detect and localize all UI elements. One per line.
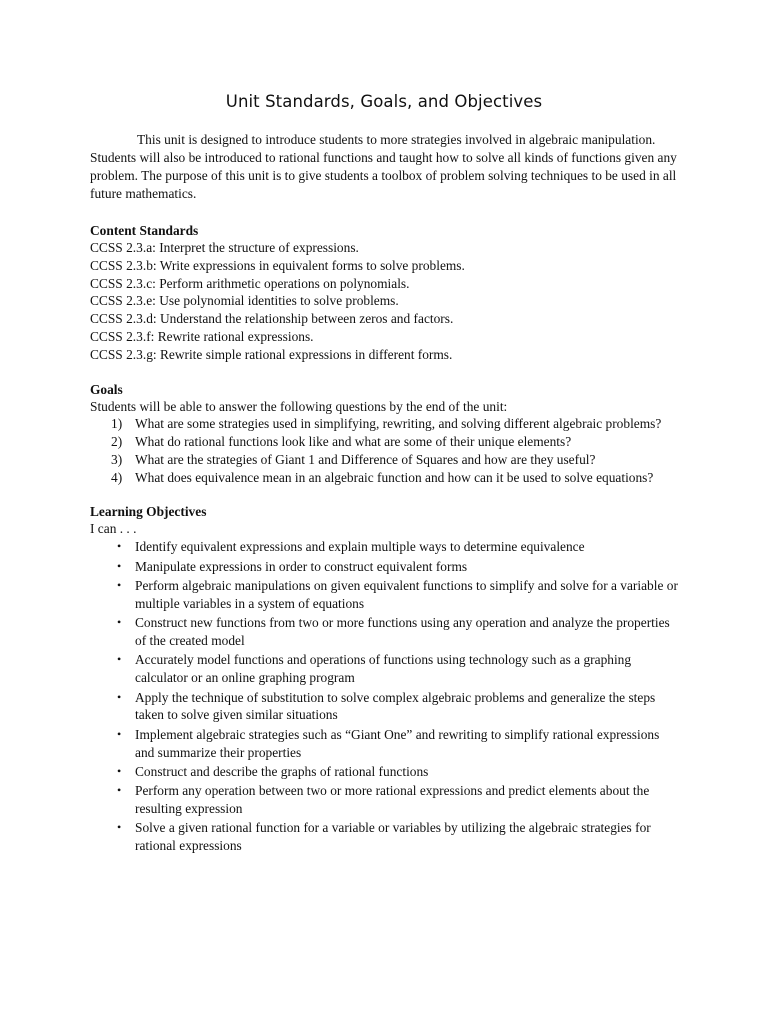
intro-paragraph: This unit is designed to introduce students to more strategies involved in algebraic manipulation. Students will also be introduced to rational functions and taught how to solve all kinds of functions given any problem. The purpose of this unit is to give students a toolbox of problem solving techniques to be used in all future mathematics.	[90, 132, 677, 201]
objective-item	[90, 726, 680, 762]
bullet-icon: •	[117, 539, 122, 554]
goal-number: 3)	[111, 452, 123, 468]
objective-text: Identify equivalent expressions and explain multiple ways to determine equivalence	[135, 539, 585, 555]
goal-item	[90, 433, 680, 450]
standard-item: CCSS 2.3.c: Perform arithmetic operations on polynomials.	[90, 275, 410, 291]
objective-item	[90, 558, 680, 576]
objective-item	[90, 614, 680, 650]
bullet-icon: •	[117, 783, 122, 798]
standard-item: CCSS 2.3.e: Use polynomial identities to solve problems.	[90, 293, 399, 309]
objective-text: Accurately model functions and operations of functions using technology such as a graphing calculator or an online graphing program	[135, 652, 632, 686]
standard-item: CCSS 2.3.d: Understand the relationship between zeros and factors.	[90, 311, 454, 327]
goal-text: What are the strategies of Giant 1 and Difference of Squares and how are they useful?	[135, 452, 596, 468]
learning-objectives-list	[90, 538, 680, 855]
goal-text: What do rational functions look like and what are some of their unique elements?	[135, 434, 572, 450]
bullet-icon: •	[117, 652, 122, 667]
objective-text: Construct new functions from two or more functions using any operation and analyze the properties of the created model	[135, 615, 670, 648]
goal-number: 4)	[111, 470, 123, 486]
bullet-icon: •	[117, 558, 122, 573]
objective-text: Apply the technique of substitution to solve complex algebraic problems and generalize the steps taken to solve given similar situations	[135, 689, 656, 723]
goal-number: 1)	[111, 416, 123, 432]
objective-item	[90, 651, 680, 687]
objective-item	[90, 763, 680, 781]
goal-item	[90, 469, 680, 486]
goals-lead: Students will be able to answer the following questions by the end of the unit:	[90, 398, 508, 414]
bullet-icon: •	[117, 820, 122, 835]
standard-item: CCSS 2.3.g: Rewrite simple rational expressions in different forms.	[90, 346, 453, 362]
objective-text: Implement algebraic strategies such as “Giant One” and rewriting to simplify rational expressions and summarize their properties	[135, 726, 660, 760]
bullet-icon: •	[117, 763, 122, 778]
objective-text: Construct and describe the graphs of rational functions	[135, 763, 429, 779]
learning-objectives-heading: Learning Objectives	[90, 504, 207, 520]
bullet-icon: •	[117, 726, 122, 741]
goal-text: What does equivalence mean in an algebraic function and how can it be used to solve equations?	[135, 470, 654, 486]
standard-item: CCSS 2.3.a: Interpret the structure of expressions.	[90, 240, 359, 255]
goal-item	[90, 415, 680, 432]
standard-item: CCSS 2.3.f: Rewrite rational expressions.	[90, 328, 314, 344]
objective-text: Solve a given rational function for a variable or variables by utilizing the algebraic strategies for rational expressions	[135, 820, 651, 854]
objective-item	[90, 782, 680, 818]
document-body	[90, 131, 680, 857]
objective-item	[90, 689, 680, 725]
page-title: Unit Standards, Goals, and Objectives	[225, 92, 543, 111]
standard-item: CCSS 2.3.b: Write expressions in equivalent forms to solve problems.	[90, 257, 465, 273]
objective-text: Manipulate expressions in order to construct equivalent forms	[135, 558, 468, 574]
goal-text: What are some strategies used in simplifying, rewriting, and solving different algebraic problems?	[135, 416, 662, 432]
content-standards-heading: Content Standards	[90, 223, 199, 238]
goals-list	[90, 415, 680, 486]
content-standards-list	[90, 239, 680, 364]
goals-heading: Goals	[90, 381, 123, 397]
objective-text: Perform algebraic manipulations on given equivalent functions to simplify and solve for a variable or multiple variables in a system of equations	[135, 577, 678, 611]
objective-item	[90, 538, 680, 556]
bullet-icon: •	[117, 689, 122, 704]
goal-number: 2)	[111, 434, 123, 450]
goal-item	[90, 451, 680, 468]
objective-text: Perform any operation between two or more rational expressions and predict elements about the resulting expression	[135, 783, 650, 817]
bullet-icon: •	[117, 615, 122, 630]
bullet-icon: •	[117, 577, 122, 592]
objective-item	[90, 577, 680, 613]
objective-item	[90, 819, 680, 855]
learning-objectives-lead: I can . . .	[90, 521, 137, 537]
